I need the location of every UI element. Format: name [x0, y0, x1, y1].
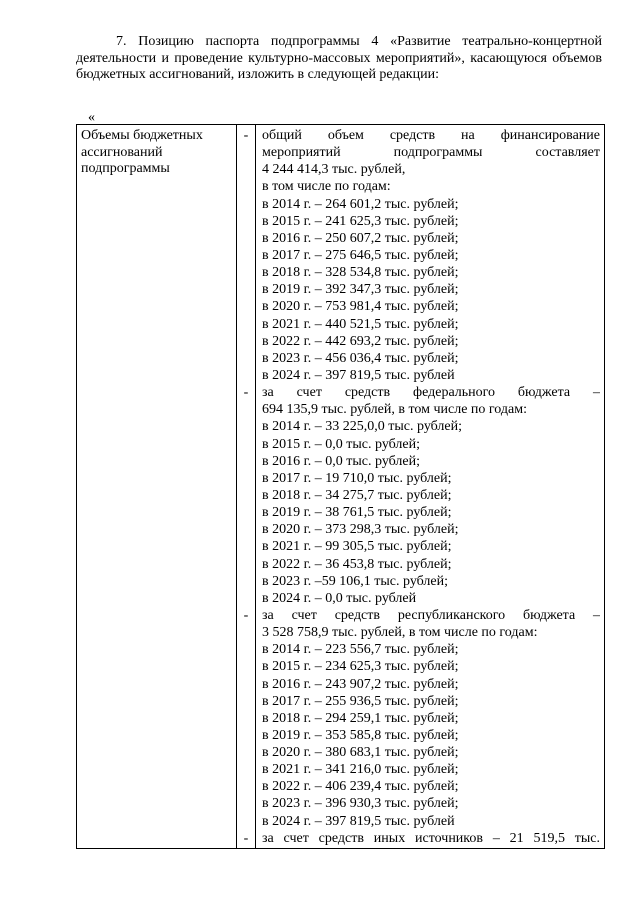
dash-marker: -	[243, 128, 249, 143]
content-line: 694 135,9 тыс. рублей, в том числе по годам:	[262, 402, 527, 418]
content-line: в 2023 г. – 396 930,3 тыс. рублей;	[262, 796, 459, 812]
content-line: в 2015 г. – 234 625,3 тыс. рублей;	[262, 659, 459, 675]
content-lines	[256, 125, 604, 847]
amendment-text: 7. Позицию паспорта подпрограммы 4 «Развитие театрально-концертной деятельности и проведение культурно-массовых мероприятий», касающуюся объемов бюджетных ассигнований, изложить в следующей редакции:	[76, 34, 602, 82]
content-line: в 2023 г. – 456 036,4 тыс. рублей;	[262, 350, 459, 366]
passport-table	[76, 124, 605, 849]
dash-spacer	[237, 642, 255, 659]
content-line: в 2018 г. – 328 534,8 тыс. рублей;	[262, 265, 459, 281]
dash-spacer	[237, 556, 255, 573]
budget-label: Объемы бюджетных ассигнований подпрограммы	[81, 128, 203, 176]
content-line: в 2017 г. – 19 710,0 тыс. рублей;	[262, 470, 452, 486]
dash-spacer	[237, 161, 255, 178]
content-line: в 2018 г. – 294 259,1 тыс. рублей;	[262, 710, 459, 726]
dash-spacer	[237, 539, 255, 556]
dash-spacer	[237, 213, 255, 230]
opening-quote: «	[88, 110, 95, 125]
dash-spacer	[237, 453, 255, 470]
content-line: в 2021 г. – 99 305,5 тыс. рублей;	[262, 539, 452, 555]
dash-spacer	[237, 316, 255, 333]
content-line: в 2017 г. – 255 936,5 тыс. рублей;	[262, 693, 459, 709]
dash-spacer	[237, 727, 255, 744]
content-line: в 2024 г. – 0,0 тыс. рублей	[262, 590, 417, 606]
content-line: в 2023 г. –59 106,1 тыс. рублей;	[262, 573, 448, 589]
label-cell	[77, 125, 237, 849]
dash-cell	[237, 125, 256, 849]
dash-spacer	[237, 178, 255, 195]
dash-spacer	[237, 350, 255, 367]
content-line: в 2021 г. – 440 521,5 тыс. рублей;	[262, 316, 459, 332]
dash-spacer	[237, 693, 255, 710]
content-line: в 2019 г. – 392 347,3 тыс. рублей;	[262, 282, 459, 298]
content-line: 3 528 758,9 тыс. рублей, в том числе по годам:	[262, 625, 538, 641]
dash-spacer	[237, 196, 255, 213]
content-line: в 2022 г. – 36 453,8 тыс. рублей;	[262, 556, 452, 572]
content-line: в 2020 г. – 380 683,1 тыс. рублей;	[262, 745, 459, 761]
content-line: в 2020 г. – 373 298,3 тыс. рублей;	[262, 522, 459, 538]
content-line: в 2017 г. – 275 646,5 тыс. рублей;	[262, 247, 459, 263]
content-line: в 2022 г. – 406 239,4 тыс. рублей;	[262, 779, 459, 795]
content-line: в 2020 г. – 753 981,4 тыс. рублей;	[262, 299, 459, 315]
dash-spacer	[237, 710, 255, 727]
dash-spacer	[237, 419, 255, 436]
content-line: в 2014 г. – 33 225,0,0 тыс. рублей;	[262, 419, 462, 435]
content-line: в 2015 г. – 0,0 тыс. рублей;	[262, 436, 420, 452]
dash-spacer	[237, 333, 255, 350]
dash-spacer	[237, 299, 255, 316]
content-line: в 2014 г. – 264 601,2 тыс. рублей;	[262, 196, 459, 212]
dash-marker: -	[243, 608, 249, 624]
dash-spacer	[237, 487, 255, 504]
content-line: в 2024 г. – 397 819,5 тыс. рублей	[262, 813, 455, 829]
content-line: в 2015 г. – 241 625,3 тыс. рублей;	[262, 213, 459, 229]
dash-marker: -	[243, 385, 249, 401]
dash-spacer	[237, 470, 255, 487]
content-line: общий объем средств на финансирование	[262, 128, 600, 143]
dash-spacer	[237, 659, 255, 676]
dash-spacer	[237, 590, 255, 607]
content-line: в 2019 г. – 38 761,5 тыс. рублей;	[262, 505, 452, 521]
content-line: мероприятий подпрограммы составляет	[262, 145, 600, 161]
dash-spacer	[237, 247, 255, 264]
dash-marker: -	[243, 831, 249, 847]
content-line: в 2019 г. – 353 585,8 тыс. рублей;	[262, 727, 459, 743]
content-line: в 2014 г. – 223 556,7 тыс. рублей;	[262, 642, 459, 658]
content-line: за счет средств иных источников – 21 519,5 тыс.	[262, 830, 600, 846]
dash-spacer	[237, 625, 255, 642]
content-line: в том числе по годам:	[262, 179, 391, 195]
content-line: за счет средств республиканского бюджета –	[262, 607, 600, 623]
dash-spacer	[237, 230, 255, 247]
intro-paragraph	[76, 34, 602, 84]
dash-spacer	[237, 762, 255, 779]
content-line: в 2016 г. – 0,0 тыс. рублей;	[262, 453, 420, 469]
table-row	[77, 125, 605, 849]
dash-spacer	[237, 573, 255, 590]
content-line: в 2016 г. – 250 607,2 тыс. рублей;	[262, 230, 459, 246]
content-line: за счет средств федерального бюджета –	[262, 385, 600, 401]
content-line: в 2021 г. – 341 216,0 тыс. рублей;	[262, 762, 459, 778]
content-line: в 2016 г. – 243 907,2 тыс. рублей;	[262, 676, 459, 692]
dash-spacer	[237, 779, 255, 796]
dash-spacer	[237, 676, 255, 693]
dash-spacer	[237, 745, 255, 762]
content-line: в 2018 г. – 34 275,7 тыс. рублей;	[262, 487, 452, 503]
content-line: в 2024 г. – 397 819,5 тыс. рублей	[262, 367, 455, 383]
content-line: в 2022 г. – 442 693,2 тыс. рублей;	[262, 333, 459, 349]
dash-spacer	[237, 813, 255, 830]
content-cell	[256, 125, 605, 849]
dash-spacer	[237, 796, 255, 813]
dash-spacer	[237, 504, 255, 521]
content-line: 4 244 414,3 тыс. рублей,	[262, 162, 406, 178]
dash-spacer	[237, 402, 255, 419]
dash-spacer	[237, 264, 255, 281]
dash-spacer	[237, 367, 255, 384]
dash-spacer	[237, 522, 255, 539]
dash-spacer	[237, 436, 255, 453]
dash-spacer	[237, 144, 255, 161]
dash-spacer	[237, 281, 255, 298]
